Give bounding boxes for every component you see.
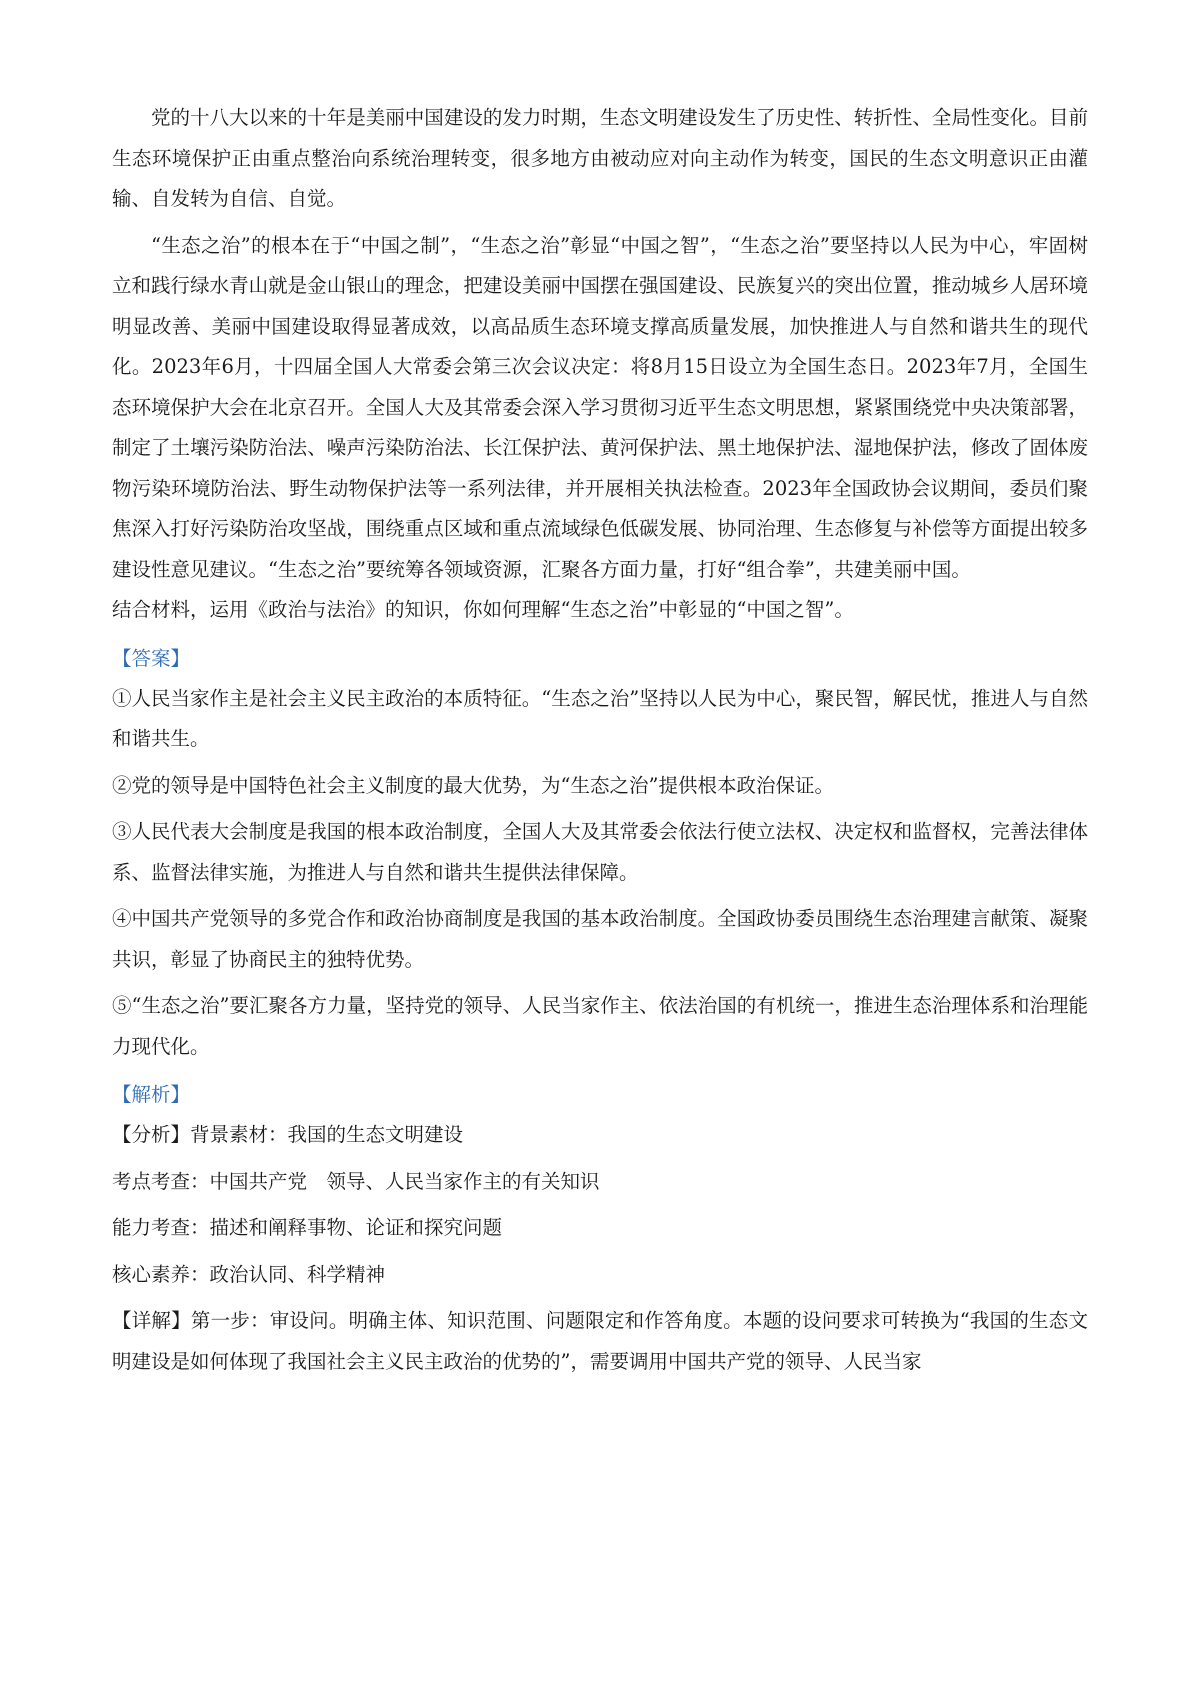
answer-point-2: ②党的领导是中国特色社会主义制度的最大优势，为“生态之治”提供根本政治保证。 <box>112 773 834 797</box>
analysis-detail: 【详解】第一步：审设问。明确主体、知识范围、问题限定和作答角度。本题的设问要求可转换为“我国的生态文明建设是如何体现了我国社会主义民主政治的优势的”，需要调用中国共产党的领导、人民当家 <box>112 1309 1088 1373</box>
question-text: 结合材料，运用《政治与法治》的知识，你如何理解“生态之治”中彰显的“中国之智”。 <box>112 598 854 621</box>
analysis-background: 【分析】背景素材：我国的生态文明建设 <box>112 1123 464 1146</box>
answer-heading: 【答案】 <box>112 646 191 670</box>
answer-point-3: ③人民代表大会制度是我国的根本政治制度，全国人大及其常委会依法行使立法权、决定权和监督权，完善法律体系、监督法律实施，为推进人与自然和谐共生提供法律保障。 <box>112 820 1088 884</box>
analysis-literacy: 核心素养：政治认同、科学精神 <box>112 1262 386 1286</box>
material-paragraph-1: 党的十八大以来的十年是美丽中国建设的发力时期，生态文明建设发生了历史性、转折性、全局性变化。目前生态环境保护正由重点整治向系统治理转变，很多地方由被动应对向主动作为转变，国民的生态文明意识正由灌输、自发转为自信、自觉。 <box>112 106 1088 210</box>
answer-point-5: ⑤“生态之治”要汇聚各方力量，坚持党的领导、人民当家作主、依法治国的有机统一，推进生态治理体系和治理能力现代化。 <box>112 994 1088 1058</box>
answer-point-4: ④中国共产党领导的多党合作和政治协商制度是我国的基本政治制度。全国政协委员围绕生态治理建言献策、凝聚共识，彰显了协商民主的独特优势。 <box>112 907 1088 971</box>
analysis-topic: 考点考查：中国共产党 领导、人民当家作主的有关知识 <box>112 1169 600 1193</box>
material-paragraph-2: “生态之治”的根本在于“中国之制”，“生态之治”彰显“中国之智”，“生态之治”要坚持以人民为中心，牢固树立和践行绿水青山就是金山银山的理念，把建设美丽中国摆在强国建设、民族复兴的突出位置，推动城乡人居环境明显改善、美丽中国建设取得显著成效，以高品质生态环境支撑高质量发展，加快推进人与自然和谐共生的现代化。2023年6月，十四届全国人大常委会第三次会议决定：将8月15日设立为全国生态日。2023年7月，全国生态环境保护大会在北京召开。全国人大及其常委会深入学习贯彻习近平生态文明思想，紧紧围绕党中央决策部署，制定了土壤污染防治法、噪声污染防治法、长江保护法、黄河保护法、黑土地保护法、湿地保护法，修改了固体废物污染环境防治法、野生动物保护法等一系列法律，并开展相关执法检查。2023年全国政协会议期间，委员们聚焦深入打好污染防治攻坚战，围绕重点区域和重点流域绿色低碳发展、协同治理、生态修复与补偿等方面提出较多建设性意见建议。“生态之治”要统筹各领域资源，汇聚各方面力量，打好“组合拳”，共建美丽中国。 <box>112 233 1088 581</box>
analysis-heading: 【解析】 <box>112 1083 191 1106</box>
answer-point-1: ①人民当家作主是社会主义民主政治的本质特征。“生态之治”坚持以人民为中心，聚民智，解民忧，推进人与自然和谐共生。 <box>112 686 1088 750</box>
analysis-ability: 能力考查：描述和阐释事物、论证和探究问题 <box>112 1216 503 1239</box>
